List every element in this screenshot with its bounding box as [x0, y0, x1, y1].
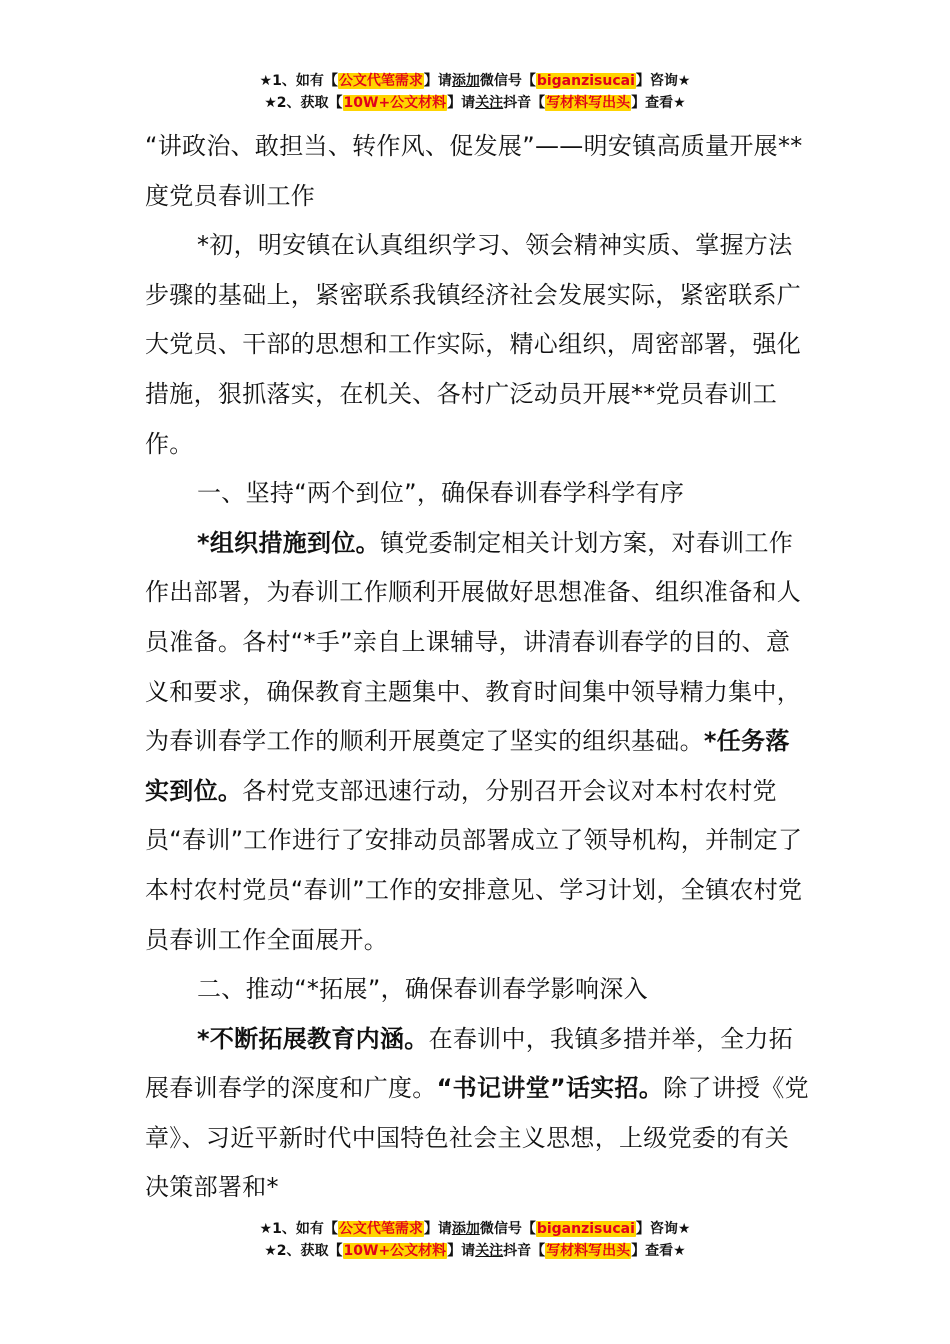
footer-banner — [0, 1218, 950, 1262]
banner-line-2 — [0, 92, 950, 114]
header-banner — [0, 70, 950, 114]
paragraph-text: 除了讲授《党章》、习近平新时代中国特色社会主义思想，上级党委的有关决策部署和* — [145, 1074, 809, 1202]
banner-underline: 添加 — [451, 1221, 480, 1237]
banner-text: 微信号【 — [479, 1221, 536, 1237]
banner-highlight: 公文代笔需求 — [338, 1221, 423, 1237]
banner-highlight: 10W+公文材料 — [343, 1243, 447, 1259]
bold-lead: “书记讲堂”话实招。 — [436, 1074, 664, 1103]
banner-text: ★1、如有【 — [259, 1221, 338, 1237]
banner-text: ★2、获取【 — [264, 1243, 343, 1259]
banner-text: 抖音【 — [503, 95, 546, 111]
section-1-paragraph — [145, 519, 810, 965]
banner-underline: 添加 — [451, 73, 480, 89]
banner-text: 】查看★ — [631, 1243, 686, 1259]
banner-line-1 — [0, 1218, 950, 1240]
banner-text: 】请 — [447, 1243, 476, 1259]
banner-text: 】查看★ — [631, 95, 686, 111]
banner-underline: 关注 — [475, 95, 504, 111]
intro-paragraph: *初，明安镇在认真组织学习、领会精神实质、掌握方法步骤的基础上，紧密联系我镇经济社会发展实际，紧密联系广大党员、干部的思想和工作实际，精心组织，周密部署，强化措施，狠抓落实，在机关、各村广泛动员开展**党员春训工作。 — [145, 231, 802, 458]
banner-highlight: biganzisucai — [536, 1221, 635, 1237]
banner-line-2 — [0, 1240, 950, 1262]
banner-text: 】请 — [423, 73, 452, 89]
section-1-heading: 一、坚持“两个到位”，确保春训春学科学有序 — [197, 479, 685, 508]
bold-lead: *组织措施到位。 — [197, 528, 380, 557]
banner-text: 抖音【 — [503, 1243, 546, 1259]
banner-text: ★2、获取【 — [264, 95, 343, 111]
banner-text: 】请 — [447, 95, 476, 111]
banner-highlight: biganzisucai — [536, 73, 635, 89]
paragraph-text: 在春训中，我镇多措并举，全力拓展春训春学的深度和广度。 — [145, 1024, 794, 1103]
banner-text: 微信号【 — [479, 73, 536, 89]
banner-text: 】咨询★ — [635, 1221, 691, 1237]
banner-line-1 — [0, 70, 950, 92]
banner-text: 】请 — [423, 1221, 452, 1237]
paragraph-text: 镇党委制定相关计划方案，对春训工作作出部署，为春训工作顺利开展做好思想准备、组织准备和人员准备。各村“*手”亲自上课辅导，讲清春训春学的目的、意义和要求，确保教育主题集中、教育时间集中领导精力集中，为春训春学工作的顺利开展奠定了坚实的组织基础。 — [145, 528, 802, 756]
paragraph-text: 各村党支部迅速行动，分别召开会议对本村农村党员“春训”工作进行了安排动员部署成立了领导机构，并制定了本村农村党员“春训”工作的安排意见、学习计划，全镇农村党员春训工作全面展开。 — [145, 776, 803, 954]
banner-text: ★1、如有【 — [259, 73, 338, 89]
banner-highlight: 写材料写出头 — [546, 95, 631, 111]
bold-lead: *任务落实到位。 — [145, 727, 790, 805]
banner-highlight: 10W+公文材料 — [343, 95, 447, 111]
document-title: “讲政治、敢担当、转作风、促发展”——明安镇高质量开展**度党员春训工作 — [145, 132, 803, 210]
section-2-heading: 二、推动“*拓展”，确保春训春学影响深入 — [197, 975, 648, 1004]
banner-underline: 关注 — [475, 1243, 504, 1259]
bold-lead: *不断拓展教育内涵。 — [197, 1024, 429, 1053]
banner-highlight: 写材料写出头 — [546, 1243, 631, 1259]
banner-text: 】咨询★ — [635, 73, 691, 89]
document-body — [145, 122, 810, 1213]
section-2-paragraph — [145, 1015, 810, 1213]
banner-highlight: 公文代笔需求 — [338, 73, 423, 89]
